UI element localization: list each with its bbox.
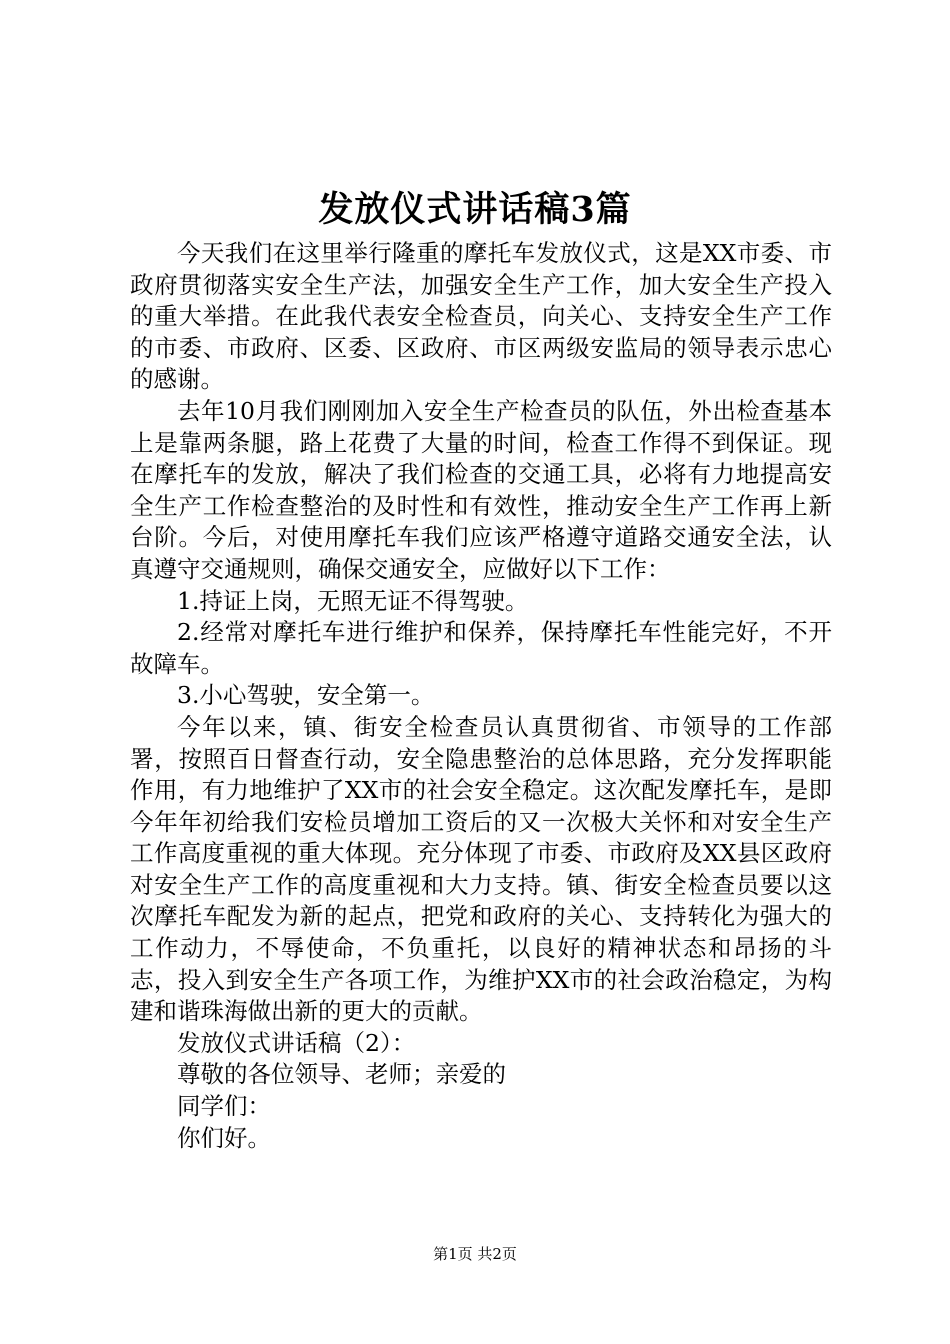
list-item-1: 1.持证上岗，无照无证不得驾驶。 [177, 586, 529, 615]
paragraph-opening: 今天我们在这里举行隆重的摩托车发放仪式，这是XX市委、市政府贯彻落实安全生产法，加强安全生产工作，加大安全生产投入的重大举措。在此我代表安全检查员，向关心、支持安全生产工作的市委、市政府、区委、区政府、市区两级安监局的领导表示忠心的感谢。 [130, 239, 832, 394]
document-title: 发放仪式讲话稿3篇 [318, 189, 632, 230]
paragraph-last-year: 去年10月我们刚刚加入安全生产检查员的队伍，外出检查基本上是靠两条腿，路上花费了大量的时间，检查工作得不到保证。现在摩托车的发放，解决了我们检查的交通工具，必将有力地提高安全生产工作检查整治的及时性和有效性，推动安全生产工作再上新台阶。今后，对使用摩托车我们应该严格遵守道路交通安全法，认真遵守交通规则，确保交通安全，应做好以下工作： [130, 396, 832, 583]
paragraph-this-year: 今年以来，镇、街安全检查员认真贯彻省、市领导的工作部署，按照百日督查行动，安全隐患整治的总体思路，充分发挥职能作用，有力地维护了XX市的社会安全稳定。这次配发摩托车，是即今年年初给我们安检员增加工资后的又一次极大关怀和对安全生产工作高度重视的重大体现。充分体现了市委、市政府及XX县区政府对安全生产工作的高度重视和大力支持。镇、街安全检查员要以这次摩托车配发为新的起点，把党和政府的关心、支持转化为强大的工作动力，不辱使命，不负重托，以良好的精神状态和昂扬的斗志，投入到安全生产各项工作，为维护XX市的社会政治稳定，为构建和谐珠海做出新的更大的贡献。 [130, 712, 832, 1026]
section-heading-2: 发放仪式讲话稿（2）： [177, 1028, 416, 1057]
greeting-line: 你们好。 [177, 1123, 271, 1152]
page-footer: 第1页 共2页 [433, 1245, 517, 1263]
list-item-3: 3.小心驾驶，安全第一。 [177, 681, 435, 710]
salutation-line: 尊敬的各位领导、老师；亲爱的 [177, 1060, 506, 1089]
salutation-line-2: 同学们： [177, 1092, 271, 1121]
list-item-2: 2.经常对摩托车进行维护和保养，保持摩托车性能完好，不开故障车。 [130, 618, 832, 678]
document-body [130, 238, 832, 1154]
